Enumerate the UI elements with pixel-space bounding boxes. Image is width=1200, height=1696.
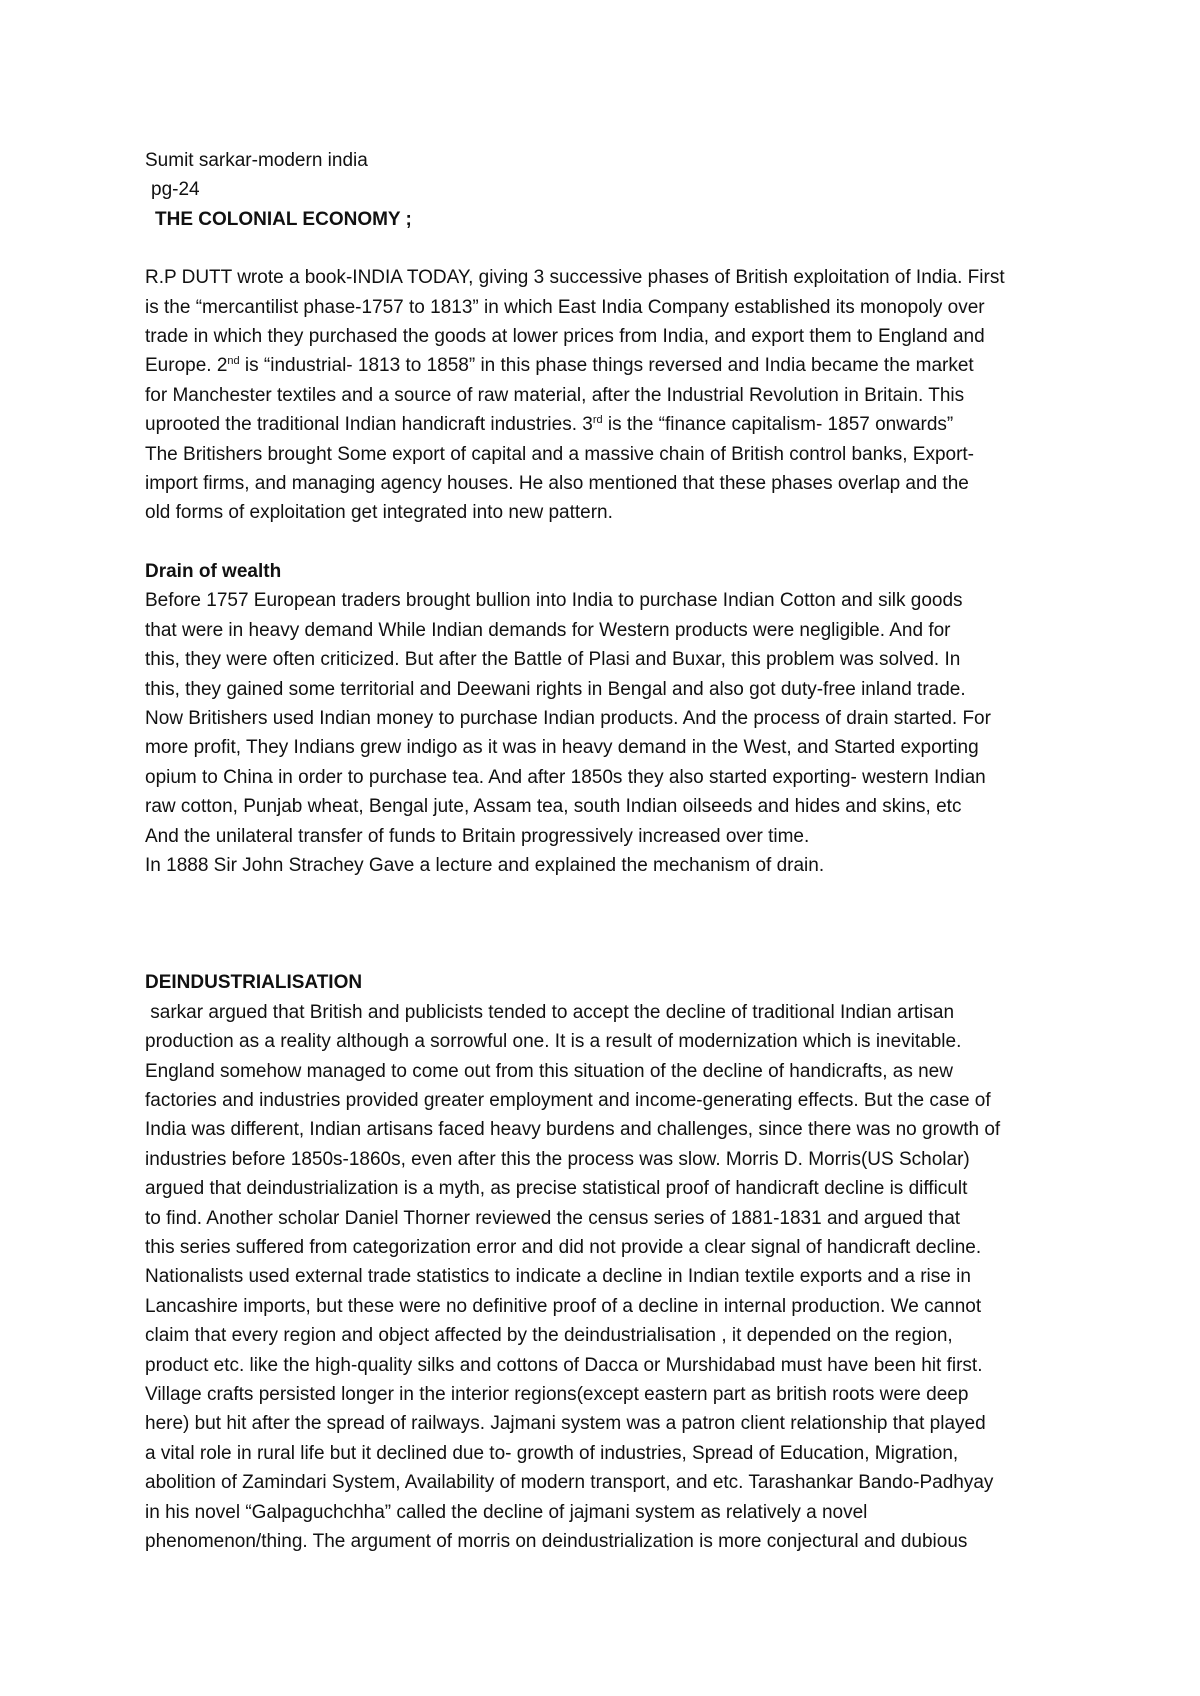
paragraph-line: Before 1757 European traders brought bullion into India to purchase Indian Cotton and silk goods [145, 590, 963, 612]
document-body [145, 146, 1075, 1556]
paragraph-line: Village crafts persisted longer in the interior regions(except eastern part as british roots were deep [145, 1384, 969, 1406]
section-heading-drain: Drain of wealth [145, 560, 282, 582]
paragraph-line: Lancashire imports, but these were no definitive proof of a decline in internal production. We cannot [145, 1295, 982, 1317]
paragraph-line: argued that deindustrialization is a myth, as precise statistical proof of handicraft decline is difficult [145, 1178, 968, 1200]
paragraph-line: that were in heavy demand While Indian demands for Western products were negligible. And for [145, 619, 951, 641]
paragraph-line: claim that every region and object affected by the deindustrialisation , it depended on the region, [145, 1325, 953, 1347]
paragraph-line: trade in which they purchased the goods at lower prices from India, and export them to England and [145, 326, 985, 348]
paragraph-line: product etc. like the high-quality silks and cottons of Dacca or Murshidabad must have been hit first. [145, 1354, 983, 1376]
text-run: is the “finance capitalism- 1857 onwards” [602, 414, 954, 436]
ordinal-suffix: rd [592, 414, 603, 427]
paragraph-line: Now Britishers used Indian money to purchase Indian products. And the process of drain started. For [145, 707, 991, 729]
paragraph-line: is the “mercantilist phase-1757 to 1813” in which East India Company established its monopoly over [145, 296, 985, 318]
paragraph-line: The Britishers brought Some export of capital and a massive chain of British control banks, Export- [145, 443, 975, 465]
intro-paragraph [145, 263, 1075, 528]
ordinal-suffix: nd [227, 355, 240, 368]
spacer [145, 880, 1075, 968]
paragraph-line: factories and industries provided greater employment and income-generating effects. But the case of [145, 1089, 991, 1111]
deindustrialisation-paragraph [145, 998, 1075, 1557]
paragraph-line: this, they gained some territorial and Deewani rights in Bengal and also got duty-free inland trade. [145, 678, 966, 700]
paragraph-line: phenomenon/thing. The argument of morris on deindustrialization is more conjectural and dubious [145, 1531, 968, 1553]
paragraph-line: production as a reality although a sorrowful one. It is a result of modernization which is inevitable. [145, 1031, 962, 1053]
paragraph-line: In 1888 Sir John Strachey Gave a lecture and explained the mechanism of drain. [145, 854, 825, 876]
paragraph-line: R.P DUTT wrote a book-INDIA TODAY, giving 3 successive phases of British exploitation of India. First [145, 267, 1005, 289]
paragraph-line: industries before 1850s-1860s, even after this the process was slow. Morris D. Morris(US Scholar) [145, 1148, 970, 1170]
text-run: uprooted the traditional Indian handicraft industries. 3 [145, 414, 593, 436]
text-run: is “industrial- 1813 to 1858” in this phase things reversed and India became the market [239, 355, 974, 377]
paragraph-line: sarkar argued that British and publicists tended to accept the decline of traditional Indian artisan [145, 1001, 955, 1023]
source-line: Sumit sarkar-modern india [145, 150, 368, 171]
paragraph-line: a vital role in rural life but it declined due to- growth of industries, Spread of Education, Migration, [145, 1442, 959, 1464]
paragraph-line: in his novel “Galpaguchchha” called the decline of jajmani system as relatively a novel [145, 1501, 868, 1523]
paragraph-line: raw cotton, Punjab wheat, Bengal jute, Assam tea, south Indian oilseeds and hides and skins, etc [145, 796, 962, 818]
paragraph-line: England somehow managed to come out from this situation of the decline of handicrafts, as new [145, 1060, 953, 1082]
page-title: THE COLONIAL ECONOMY ; [155, 208, 412, 230]
spacer [145, 528, 1075, 557]
paragraph-line: India was different, Indian artisans faced heavy burdens and challenges, since there was no growth of [145, 1119, 1001, 1141]
spacer [145, 234, 1075, 263]
paragraph-line: to find. Another scholar Daniel Thorner reviewed the census series of 1881-1831 and argued that [145, 1207, 961, 1229]
paragraph-line: more profit, They Indians grew indigo as it was in heavy demand in the West, and Started exporting [145, 737, 979, 759]
paragraph-line: for Manchester textiles and a source of raw material, after the Industrial Revolution in Britain. This [145, 384, 965, 406]
paragraph-line [145, 351, 1075, 380]
paragraph-line: this, they were often criticized. But after the Battle of Plasi and Buxar, this problem was solved. In [145, 649, 961, 671]
paragraph-line: opium to China in order to purchase tea. And after 1850s they also started exporting- western Indian [145, 766, 986, 788]
page-reference: pg-24 [151, 179, 200, 201]
paragraph-line: here) but hit after the spread of railways. Jajmani system was a patron client relationship that played [145, 1413, 986, 1435]
paragraph-line [145, 410, 1075, 439]
paragraph-line: old forms of exploitation get integrated into new pattern. [145, 502, 613, 524]
paragraph-line: Nationalists used external trade statistics to indicate a decline in Indian textile exports and a rise in [145, 1266, 971, 1288]
paragraph-line: And the unilateral transfer of funds to Britain progressively increased over time. [145, 825, 810, 847]
paragraph-line: abolition of Zamindari System, Availability of modern transport, and etc. Tarashankar Bando-Padhyay [145, 1472, 994, 1494]
paragraph-line: import firms, and managing agency houses. He also mentioned that these phases overlap and the [145, 473, 969, 495]
drain-paragraph [145, 586, 1075, 880]
text-run: Europe. 2 [145, 355, 228, 377]
section-heading-deindustrialisation: DEINDUSTRIALISATION [145, 972, 363, 994]
paragraph-line: this series suffered from categorization error and did not provide a clear signal of handicraft decline. [145, 1237, 982, 1258]
